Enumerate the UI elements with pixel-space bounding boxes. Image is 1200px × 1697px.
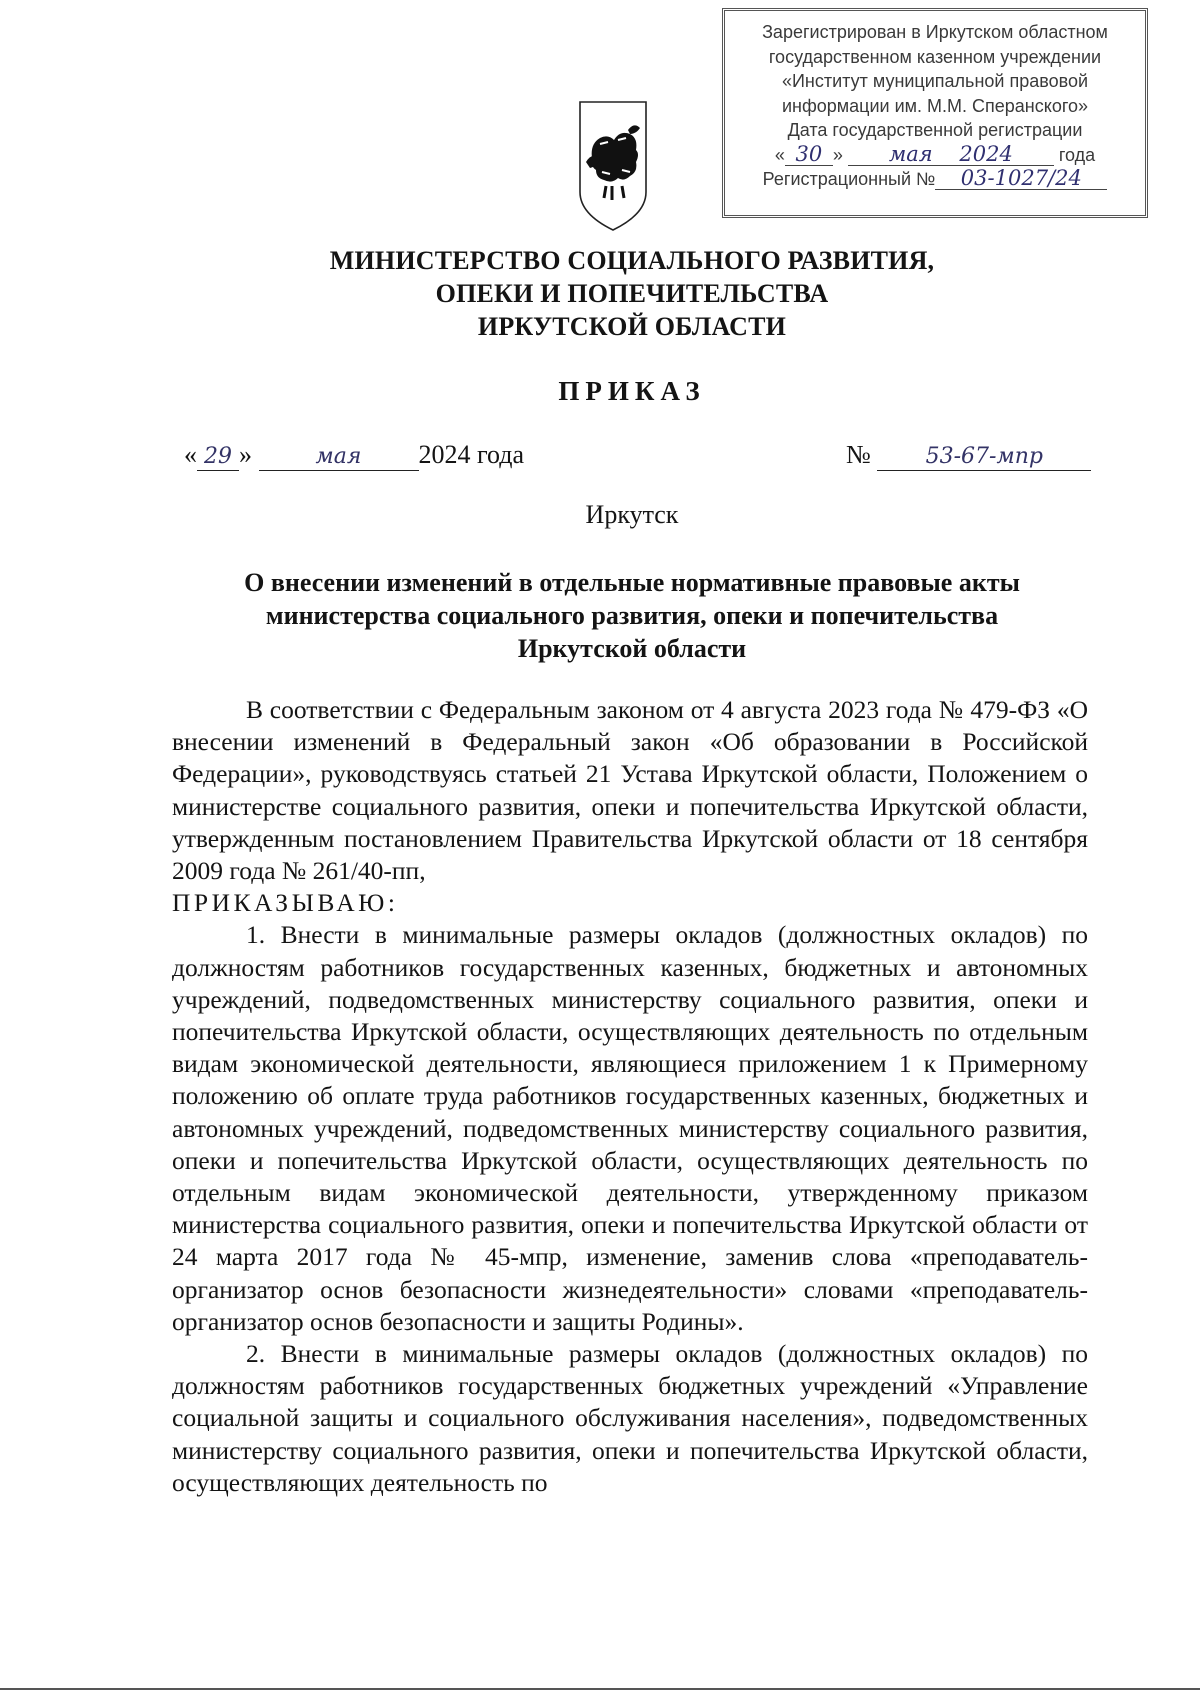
stamp-date-suffix: года (1058, 144, 1096, 165)
order-subject (0, 566, 1200, 665)
stamp-date-open-quote: « (774, 144, 785, 165)
stamp-reg-number: 03-1027/24 (935, 167, 1107, 190)
order-city: Иркутск (585, 500, 679, 529)
stamp-line: государственном казенном учреждении (768, 46, 1102, 67)
stamp-date-year: 2024 (959, 141, 1013, 166)
order-date-open-quote: « (184, 440, 197, 469)
stamp-reg-line (735, 167, 1135, 192)
body-preamble: В соответствии с Федеральным законом от 4 августа 2023 года № 479-ФЗ «О внесении изменений в Федеральный закон «Об образовании в Российской Федерации», руководствуясь статьей 21 Устава Иркутской области, Положением о министерстве социального развития, опеки и попечительства Иркутской области, утвержденным постановлением Правительства Иркутской области от 18 сентября 2009 года № 261/40-пп, (172, 695, 1088, 886)
stamp-date-month: мая (888, 141, 933, 166)
document-type-title: ПРИКАЗ (558, 376, 706, 406)
ministry-name-line: МИНИСТЕРСТВО СОЦИАЛЬНОГО РАЗВИТИЯ, (329, 246, 935, 275)
stamp-reg-label: Регистрационный № (762, 169, 936, 189)
stamp-line: «Институт муниципальной правовой (781, 71, 1089, 91)
page-bottom-rule (0, 1688, 1200, 1690)
order-subject-line: О внесении изменений в отдельные нормативные правовые акты (244, 568, 1020, 597)
coat-of-arms-emblem (578, 100, 648, 232)
stamp-date-day: 30 (785, 143, 833, 166)
body-item-2: 2. Внести в минимальные размеры окладов (должностных окладов) по должностям работников государственных бюджетных учреждений «Управление социальной защиты и социального обслуживания населения», подведомственных министерству социального развития, опеки и попечительства Иркутской области, осуществляющих деятельность по (172, 1339, 1088, 1497)
stamp-line: Зарегистрирован в Иркутском областном (762, 22, 1108, 42)
order-year: 2024 года (418, 440, 525, 469)
registration-stamp (722, 8, 1148, 218)
order-subject-line: министерства социального развития, опеки и попечительства (265, 601, 999, 630)
order-subject-line: Иркутской области (517, 634, 747, 663)
ministry-name (0, 244, 1200, 343)
stamp-date-line (735, 143, 1135, 168)
stamp-line: Дата государственной регистрации (787, 120, 1083, 140)
order-number (846, 440, 1091, 471)
order-date-close-quote: » (239, 440, 252, 469)
ministry-name-line: ОПЕКИ И ПОПЕЧИТЕЛЬСТВА (435, 279, 829, 308)
order-body (172, 694, 1088, 1499)
stamp-date-month-year (848, 143, 1054, 166)
ministry-name-line: ИРКУТСКОЙ ОБЛАСТИ (477, 312, 787, 341)
body-command: ПРИКАЗЫВАЮ: (172, 888, 399, 918)
stamp-date-close-quote: » (832, 144, 843, 165)
stamp-line: информации им. М.М. Сперанского» (781, 95, 1089, 116)
order-number-label: № (846, 440, 871, 469)
order-month: мая (259, 444, 419, 471)
order-day: 29 (197, 444, 239, 471)
order-number-value: 53-67-мпр (877, 444, 1091, 471)
body-item-1: 1. Внести в минимальные размеры окладов (должностных окладов) по должностям работников государственных казенных, бюджетных и автономных учреждений, подведомственных министерству социального развития, опеки и попечительства Иркутской области, осуществляющих деятельность по отдельным видам экономической деятельности, являющиеся приложением 1 к Примерному положению об оплате труда работников государственных казенных, бюджетных и автономных учреждений, подведомственных министерству социального развития, опеки и попечительства Иркутской области, осуществляющих деятельность по отдельным видам экономической деятельности, утвержденному приказом министерства социального развития, опеки и попечительства Иркутской области от 24 марта 2017 года № 45-мпр, изменение, заменив слова «преподаватель-организатор основ безопасности жизнедеятельности» словами «преподаватель-организатор основ безопасности и защиты Родины». (172, 920, 1088, 1336)
order-date (184, 440, 524, 471)
